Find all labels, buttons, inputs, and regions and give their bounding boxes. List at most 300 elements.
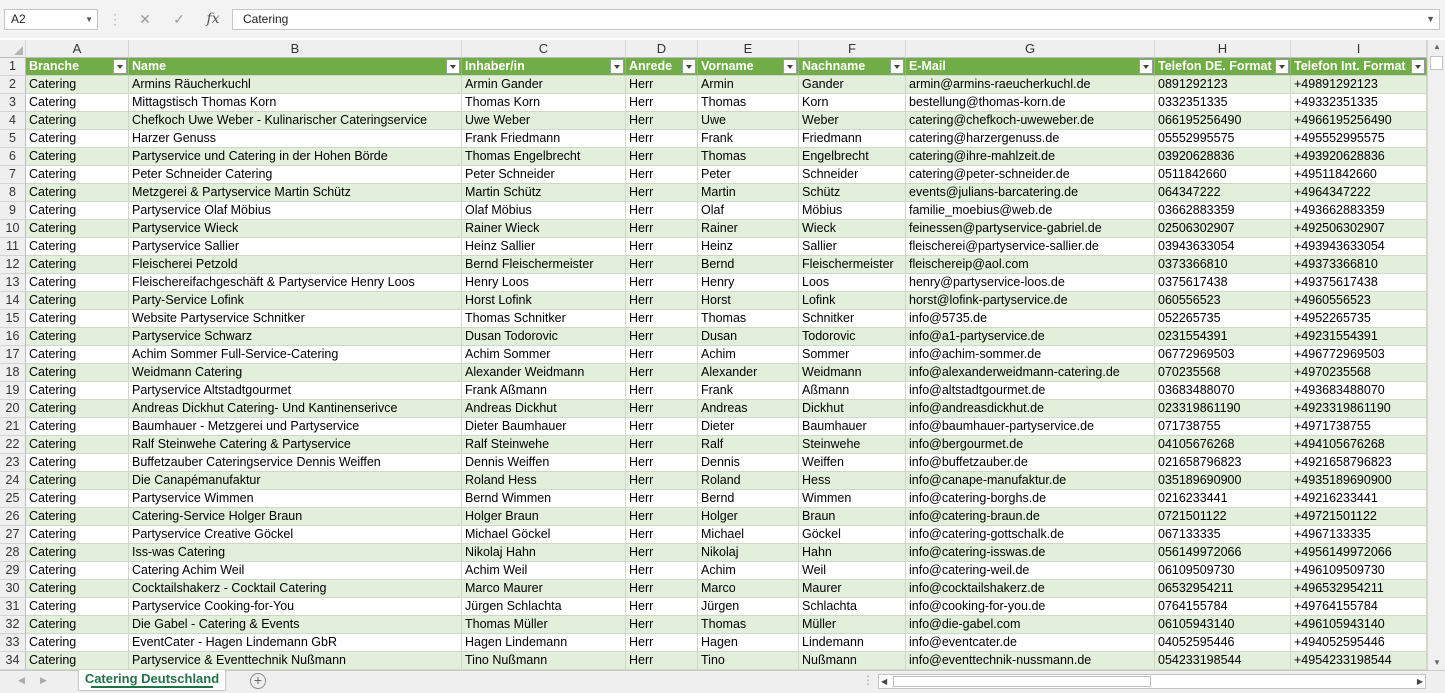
table-cell[interactable] xyxy=(26,310,129,328)
table-cell[interactable] xyxy=(1291,328,1427,346)
table-cell[interactable] xyxy=(1291,130,1427,148)
chevron-down-icon[interactable]: ▼ xyxy=(85,15,93,24)
table-cell[interactable] xyxy=(129,508,462,526)
table-cell[interactable] xyxy=(26,598,129,616)
table-cell[interactable] xyxy=(129,130,462,148)
table-cell[interactable] xyxy=(799,562,906,580)
row-header[interactable]: 5 xyxy=(0,130,26,148)
table-cell[interactable] xyxy=(1155,598,1291,616)
table-cell[interactable] xyxy=(26,382,129,400)
header-cell[interactable] xyxy=(462,58,626,76)
row-header[interactable]: 30 xyxy=(0,580,26,598)
table-cell[interactable] xyxy=(626,382,698,400)
table-cell[interactable] xyxy=(462,328,626,346)
table-cell[interactable] xyxy=(626,364,698,382)
row-header[interactable]: 9 xyxy=(0,202,26,220)
column-header-b[interactable]: B xyxy=(129,40,462,58)
table-cell[interactable] xyxy=(462,508,626,526)
row-header[interactable]: 8 xyxy=(0,184,26,202)
table-cell[interactable] xyxy=(626,436,698,454)
table-cell[interactable] xyxy=(1155,166,1291,184)
table-cell[interactable] xyxy=(129,598,462,616)
table-cell[interactable] xyxy=(799,274,906,292)
table-cell[interactable] xyxy=(698,652,799,670)
header-cell[interactable] xyxy=(129,58,462,76)
table-cell[interactable] xyxy=(799,238,906,256)
table-cell[interactable] xyxy=(799,328,906,346)
table-cell[interactable] xyxy=(698,562,799,580)
select-all-button[interactable] xyxy=(0,40,26,58)
table-cell[interactable] xyxy=(129,418,462,436)
column-header-i[interactable]: I xyxy=(1291,40,1427,58)
formula-input[interactable] xyxy=(232,9,1440,30)
table-cell[interactable] xyxy=(626,76,698,94)
table-cell[interactable] xyxy=(906,184,1155,202)
table-cell[interactable] xyxy=(626,418,698,436)
table-cell[interactable] xyxy=(1155,382,1291,400)
table-cell[interactable] xyxy=(1155,544,1291,562)
table-cell[interactable] xyxy=(626,310,698,328)
table-cell[interactable] xyxy=(26,328,129,346)
header-cell[interactable] xyxy=(1155,58,1291,76)
table-cell[interactable] xyxy=(1291,598,1427,616)
table-cell[interactable] xyxy=(462,220,626,238)
table-cell[interactable] xyxy=(26,634,129,652)
table-cell[interactable] xyxy=(906,418,1155,436)
table-cell[interactable] xyxy=(906,598,1155,616)
table-cell[interactable] xyxy=(462,598,626,616)
next-sheet-icon[interactable]: ▶ xyxy=(40,675,47,685)
table-cell[interactable] xyxy=(462,436,626,454)
table-cell[interactable] xyxy=(1291,112,1427,130)
table-cell[interactable] xyxy=(1155,526,1291,544)
table-cell[interactable] xyxy=(1291,490,1427,508)
table-cell[interactable] xyxy=(906,256,1155,274)
table-cell[interactable] xyxy=(626,598,698,616)
table-cell[interactable] xyxy=(698,130,799,148)
table-cell[interactable] xyxy=(799,580,906,598)
header-cell[interactable] xyxy=(626,58,698,76)
table-cell[interactable] xyxy=(462,166,626,184)
table-cell[interactable] xyxy=(462,148,626,166)
scroll-up-icon[interactable]: ▲ xyxy=(1433,42,1441,51)
table-cell[interactable] xyxy=(1155,418,1291,436)
table-cell[interactable] xyxy=(799,112,906,130)
table-cell[interactable] xyxy=(698,202,799,220)
table-cell[interactable] xyxy=(906,472,1155,490)
table-cell[interactable] xyxy=(626,634,698,652)
table-cell[interactable] xyxy=(462,256,626,274)
table-cell[interactable] xyxy=(129,274,462,292)
table-cell[interactable] xyxy=(26,202,129,220)
table-cell[interactable] xyxy=(26,490,129,508)
table-cell[interactable] xyxy=(799,616,906,634)
table-cell[interactable] xyxy=(1155,292,1291,310)
table-cell[interactable] xyxy=(129,616,462,634)
row-header[interactable]: 13 xyxy=(0,274,26,292)
table-cell[interactable] xyxy=(1155,400,1291,418)
table-cell[interactable] xyxy=(906,166,1155,184)
table-cell[interactable] xyxy=(698,526,799,544)
table-cell[interactable] xyxy=(799,364,906,382)
table-cell[interactable] xyxy=(626,238,698,256)
table-cell[interactable] xyxy=(906,274,1155,292)
table-cell[interactable] xyxy=(26,436,129,454)
filter-dropdown-icon[interactable] xyxy=(682,59,696,74)
table-cell[interactable] xyxy=(626,454,698,472)
table-cell[interactable] xyxy=(129,436,462,454)
table-cell[interactable] xyxy=(799,436,906,454)
table-cell[interactable] xyxy=(129,166,462,184)
row-header[interactable]: 16 xyxy=(0,328,26,346)
row-header[interactable]: 4 xyxy=(0,112,26,130)
table-cell[interactable] xyxy=(129,76,462,94)
table-cell[interactable] xyxy=(26,112,129,130)
column-header-c[interactable]: C xyxy=(462,40,626,58)
table-cell[interactable] xyxy=(799,652,906,670)
row-header[interactable]: 28 xyxy=(0,544,26,562)
table-cell[interactable] xyxy=(1155,472,1291,490)
table-cell[interactable] xyxy=(1291,292,1427,310)
table-cell[interactable] xyxy=(26,580,129,598)
table-cell[interactable] xyxy=(799,94,906,112)
table-cell[interactable] xyxy=(626,526,698,544)
table-cell[interactable] xyxy=(906,292,1155,310)
table-cell[interactable] xyxy=(26,526,129,544)
table-cell[interactable] xyxy=(462,130,626,148)
table-cell[interactable] xyxy=(906,364,1155,382)
table-cell[interactable] xyxy=(1155,454,1291,472)
table-cell[interactable] xyxy=(906,328,1155,346)
table-cell[interactable] xyxy=(26,472,129,490)
table-cell[interactable] xyxy=(26,238,129,256)
table-cell[interactable] xyxy=(698,148,799,166)
table-cell[interactable] xyxy=(698,112,799,130)
table-cell[interactable] xyxy=(1291,202,1427,220)
table-cell[interactable] xyxy=(626,490,698,508)
table-cell[interactable] xyxy=(129,238,462,256)
row-header[interactable]: 12 xyxy=(0,256,26,274)
table-cell[interactable] xyxy=(1291,616,1427,634)
table-cell[interactable] xyxy=(626,130,698,148)
table-cell[interactable] xyxy=(799,346,906,364)
table-cell[interactable] xyxy=(462,382,626,400)
table-cell[interactable] xyxy=(26,364,129,382)
row-header[interactable]: 31 xyxy=(0,598,26,616)
horizontal-scrollbar[interactable] xyxy=(878,674,1426,689)
table-cell[interactable] xyxy=(1291,454,1427,472)
table-cell[interactable] xyxy=(1291,220,1427,238)
table-cell[interactable] xyxy=(626,148,698,166)
table-cell[interactable] xyxy=(626,472,698,490)
table-cell[interactable] xyxy=(698,400,799,418)
table-cell[interactable] xyxy=(129,112,462,130)
table-cell[interactable] xyxy=(1291,418,1427,436)
column-header-a[interactable]: A xyxy=(26,40,129,58)
row-header[interactable]: 1 xyxy=(0,58,26,76)
table-cell[interactable] xyxy=(26,94,129,112)
table-cell[interactable] xyxy=(626,166,698,184)
table-cell[interactable] xyxy=(1291,634,1427,652)
table-cell[interactable] xyxy=(1291,256,1427,274)
table-cell[interactable] xyxy=(1155,274,1291,292)
table-cell[interactable] xyxy=(1291,238,1427,256)
row-header[interactable]: 24 xyxy=(0,472,26,490)
row-header[interactable]: 33 xyxy=(0,634,26,652)
table-cell[interactable] xyxy=(1155,580,1291,598)
table-cell[interactable] xyxy=(906,562,1155,580)
row-header[interactable]: 17 xyxy=(0,346,26,364)
table-cell[interactable] xyxy=(1291,400,1427,418)
table-cell[interactable] xyxy=(1155,130,1291,148)
table-cell[interactable] xyxy=(129,346,462,364)
table-cell[interactable] xyxy=(799,634,906,652)
table-cell[interactable] xyxy=(698,76,799,94)
header-cell[interactable] xyxy=(698,58,799,76)
header-cell[interactable] xyxy=(1291,58,1427,76)
table-cell[interactable] xyxy=(26,400,129,418)
table-cell[interactable] xyxy=(1155,328,1291,346)
table-cell[interactable] xyxy=(698,274,799,292)
table-cell[interactable] xyxy=(129,202,462,220)
table-cell[interactable] xyxy=(129,400,462,418)
table-cell[interactable] xyxy=(1155,634,1291,652)
table-cell[interactable] xyxy=(906,616,1155,634)
table-cell[interactable] xyxy=(462,310,626,328)
header-cell[interactable] xyxy=(799,58,906,76)
table-cell[interactable] xyxy=(626,184,698,202)
table-cell[interactable] xyxy=(129,526,462,544)
table-cell[interactable] xyxy=(1291,274,1427,292)
table-cell[interactable] xyxy=(129,328,462,346)
table-cell[interactable] xyxy=(906,382,1155,400)
table-cell[interactable] xyxy=(1291,526,1427,544)
table-cell[interactable] xyxy=(799,166,906,184)
table-cell[interactable] xyxy=(906,508,1155,526)
table-cell[interactable] xyxy=(462,112,626,130)
table-cell[interactable] xyxy=(626,202,698,220)
table-cell[interactable] xyxy=(626,220,698,238)
row-header[interactable]: 10 xyxy=(0,220,26,238)
row-header[interactable]: 20 xyxy=(0,400,26,418)
table-cell[interactable] xyxy=(1291,94,1427,112)
table-cell[interactable] xyxy=(1155,256,1291,274)
table-cell[interactable] xyxy=(1291,508,1427,526)
row-header[interactable]: 22 xyxy=(0,436,26,454)
filter-dropdown-icon[interactable] xyxy=(610,59,624,74)
table-cell[interactable] xyxy=(26,184,129,202)
table-cell[interactable] xyxy=(799,148,906,166)
table-cell[interactable] xyxy=(462,184,626,202)
row-header[interactable]: 7 xyxy=(0,166,26,184)
table-cell[interactable] xyxy=(1291,76,1427,94)
table-cell[interactable] xyxy=(626,346,698,364)
table-cell[interactable] xyxy=(1291,580,1427,598)
table-cell[interactable] xyxy=(799,400,906,418)
table-cell[interactable] xyxy=(698,364,799,382)
column-header-h[interactable]: H xyxy=(1155,40,1291,58)
table-cell[interactable] xyxy=(129,220,462,238)
table-cell[interactable] xyxy=(906,238,1155,256)
table-cell[interactable] xyxy=(26,652,129,670)
table-cell[interactable] xyxy=(799,202,906,220)
filter-dropdown-icon[interactable] xyxy=(1411,59,1425,74)
row-header[interactable]: 25 xyxy=(0,490,26,508)
table-cell[interactable] xyxy=(1155,346,1291,364)
table-cell[interactable] xyxy=(698,184,799,202)
table-cell[interactable] xyxy=(799,184,906,202)
prev-sheet-icon[interactable]: ◀ xyxy=(18,675,25,685)
table-cell[interactable] xyxy=(799,418,906,436)
table-cell[interactable] xyxy=(626,652,698,670)
function-icon[interactable]: fx xyxy=(206,11,220,27)
table-cell[interactable] xyxy=(462,400,626,418)
table-cell[interactable] xyxy=(626,274,698,292)
table-cell[interactable] xyxy=(1155,436,1291,454)
table-cell[interactable] xyxy=(129,364,462,382)
table-cell[interactable] xyxy=(1291,148,1427,166)
table-cell[interactable] xyxy=(906,526,1155,544)
table-cell[interactable] xyxy=(906,580,1155,598)
table-cell[interactable] xyxy=(1155,616,1291,634)
table-cell[interactable] xyxy=(698,508,799,526)
table-cell[interactable] xyxy=(462,346,626,364)
table-cell[interactable] xyxy=(462,274,626,292)
table-cell[interactable] xyxy=(799,382,906,400)
table-cell[interactable] xyxy=(626,112,698,130)
row-header[interactable]: 26 xyxy=(0,508,26,526)
table-cell[interactable] xyxy=(129,292,462,310)
table-cell[interactable] xyxy=(698,292,799,310)
scroll-down-icon[interactable]: ▼ xyxy=(1433,658,1441,667)
scroll-left-icon[interactable]: ◀ xyxy=(881,677,888,686)
table-cell[interactable] xyxy=(626,544,698,562)
table-cell[interactable] xyxy=(1155,112,1291,130)
table-cell[interactable] xyxy=(799,526,906,544)
table-cell[interactable] xyxy=(799,598,906,616)
table-cell[interactable] xyxy=(26,76,129,94)
add-sheet-icon[interactable]: + xyxy=(250,673,266,689)
filter-dropdown-icon[interactable] xyxy=(1139,59,1153,74)
table-cell[interactable] xyxy=(26,148,129,166)
table-cell[interactable] xyxy=(906,346,1155,364)
enter-icon[interactable]: ✓ xyxy=(173,11,185,27)
cancel-icon[interactable]: ✕ xyxy=(139,11,151,27)
table-cell[interactable] xyxy=(129,490,462,508)
table-cell[interactable] xyxy=(26,274,129,292)
scroll-thumb[interactable] xyxy=(893,676,1151,687)
table-cell[interactable] xyxy=(906,436,1155,454)
row-header[interactable]: 27 xyxy=(0,526,26,544)
table-cell[interactable] xyxy=(26,130,129,148)
table-cell[interactable] xyxy=(698,238,799,256)
table-cell[interactable] xyxy=(698,436,799,454)
table-cell[interactable] xyxy=(1291,562,1427,580)
table-cell[interactable] xyxy=(26,544,129,562)
table-cell[interactable] xyxy=(129,580,462,598)
header-cell[interactable] xyxy=(26,58,129,76)
table-cell[interactable] xyxy=(1155,76,1291,94)
filter-dropdown-icon[interactable] xyxy=(783,59,797,74)
table-cell[interactable] xyxy=(462,418,626,436)
table-cell[interactable] xyxy=(698,544,799,562)
table-cell[interactable] xyxy=(799,508,906,526)
table-cell[interactable] xyxy=(626,508,698,526)
table-cell[interactable] xyxy=(129,634,462,652)
table-cell[interactable] xyxy=(626,94,698,112)
table-cell[interactable] xyxy=(462,634,626,652)
table-cell[interactable] xyxy=(1291,364,1427,382)
table-cell[interactable] xyxy=(698,454,799,472)
table-cell[interactable] xyxy=(462,562,626,580)
row-header[interactable]: 21 xyxy=(0,418,26,436)
row-header[interactable]: 2 xyxy=(0,76,26,94)
table-cell[interactable] xyxy=(799,76,906,94)
tab-catering-deutschland[interactable] xyxy=(78,670,226,691)
row-header[interactable]: 3 xyxy=(0,94,26,112)
table-cell[interactable] xyxy=(799,130,906,148)
table-cell[interactable] xyxy=(906,400,1155,418)
row-header[interactable]: 32 xyxy=(0,616,26,634)
row-header[interactable]: 29 xyxy=(0,562,26,580)
chevron-down-icon[interactable]: ▼ xyxy=(1426,14,1435,24)
table-cell[interactable] xyxy=(1155,310,1291,328)
table-cell[interactable] xyxy=(906,202,1155,220)
table-cell[interactable] xyxy=(698,328,799,346)
table-cell[interactable] xyxy=(698,382,799,400)
name-box[interactable] xyxy=(4,9,98,30)
table-cell[interactable] xyxy=(26,508,129,526)
table-cell[interactable] xyxy=(1291,310,1427,328)
table-cell[interactable] xyxy=(462,652,626,670)
scroll-right-icon[interactable]: ▶ xyxy=(1416,677,1423,686)
table-cell[interactable] xyxy=(26,454,129,472)
table-cell[interactable] xyxy=(1291,382,1427,400)
table-cell[interactable] xyxy=(698,220,799,238)
table-cell[interactable] xyxy=(129,544,462,562)
table-cell[interactable] xyxy=(626,400,698,418)
filter-dropdown-icon[interactable] xyxy=(1275,59,1289,74)
table-cell[interactable] xyxy=(906,94,1155,112)
table-cell[interactable] xyxy=(698,166,799,184)
row-header[interactable]: 14 xyxy=(0,292,26,310)
table-cell[interactable] xyxy=(26,616,129,634)
table-cell[interactable] xyxy=(626,616,698,634)
filter-dropdown-icon[interactable] xyxy=(890,59,904,74)
row-header[interactable]: 23 xyxy=(0,454,26,472)
table-cell[interactable] xyxy=(799,256,906,274)
column-header-e[interactable]: E xyxy=(698,40,799,58)
table-cell[interactable] xyxy=(698,256,799,274)
table-cell[interactable] xyxy=(462,76,626,94)
table-cell[interactable] xyxy=(799,220,906,238)
table-cell[interactable] xyxy=(626,580,698,598)
table-cell[interactable] xyxy=(462,454,626,472)
table-cell[interactable] xyxy=(906,130,1155,148)
table-cell[interactable] xyxy=(129,310,462,328)
table-cell[interactable] xyxy=(462,94,626,112)
row-header[interactable]: 18 xyxy=(0,364,26,382)
table-cell[interactable] xyxy=(1291,652,1427,670)
table-cell[interactable] xyxy=(26,292,129,310)
table-cell[interactable] xyxy=(698,94,799,112)
table-cell[interactable] xyxy=(1291,346,1427,364)
table-cell[interactable] xyxy=(698,472,799,490)
table-cell[interactable] xyxy=(626,562,698,580)
table-cell[interactable] xyxy=(129,382,462,400)
table-cell[interactable] xyxy=(698,418,799,436)
table-cell[interactable] xyxy=(129,94,462,112)
